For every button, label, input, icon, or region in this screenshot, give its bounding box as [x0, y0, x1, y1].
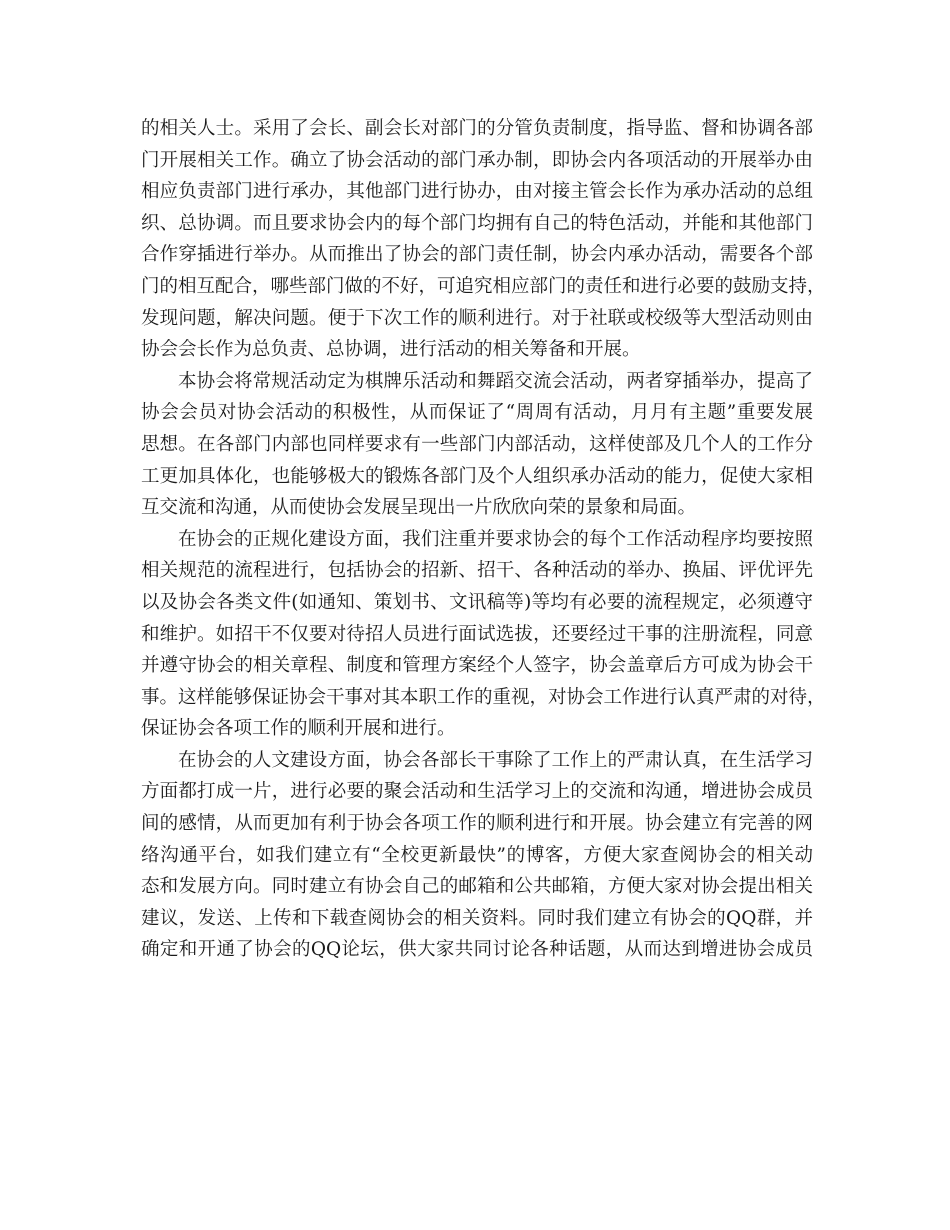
text-line: 互交流和沟通，从而使协会发展呈现出一片欣欣向荣的景象和局面。: [141, 497, 697, 519]
body-text: [141, 113, 826, 966]
text-line: 工更加具体化，也能够极大的锻炼各部门及个人组织承办活动的能力，促使大家相: [141, 465, 813, 487]
text-line: 协会会员对协会活动的积极性，从而保证了“周周有活动，月月有主题”重要发展: [141, 402, 813, 424]
paragraph-first-line: 在协会的人文建设方面，协会各部长干事除了工作上的严肃认真，在生活学习: [178, 749, 813, 771]
paragraph-first-line: 在协会的正规化建设方面，我们注重并要求协会的每个工作活动程序均要按照: [178, 528, 813, 550]
text-line: 相关规范的流程进行，包括协会的招新、招干、各种活动的举办、换届、评优评先: [141, 560, 813, 582]
text-line: 保证协会各项工作的顺利开展和进行。: [141, 718, 456, 740]
text-line: 建议，发送、上传和下载查阅协会的相关资料。同时我们建立有协会的QQ群，并: [141, 907, 813, 929]
document-page: [141, 113, 826, 966]
text-line: 门开展相关工作。确立了协会活动的部门承办制，即协会内各项活动的开展举办由: [141, 149, 813, 171]
text-line: 思想。在各部门内部也同样要求有一些部门内部活动，这样使部及几个人的工作分: [141, 433, 813, 455]
text-line: 合作穿插进行举办。从而推出了协会的部门责任制，协会内承办活动，需要各个部: [141, 244, 813, 266]
text-line: 间的感情，从而更加有利于协会各项工作的顺利进行和开展。协会建立有完善的网: [141, 813, 813, 835]
text-line: 门的相互配合，哪些部门做的不好，可追究相应部门的责任和进行必要的鼓励支持，: [141, 275, 826, 297]
text-line: 方面都打成一片，进行必要的聚会活动和生活学习上的交流和沟通，增进协会成员: [141, 781, 813, 803]
text-line: 络沟通平台，如我们建立有“全校更新最快”的博客，方便大家查阅协会的相关动: [141, 844, 813, 866]
text-line: 并遵守协会的相关章程、制度和管理方案经个人签字，协会盖章后方可成为协会干: [141, 655, 813, 677]
paragraph-first-line: 本协会将常规活动定为棋牌乐活动和舞蹈交流会活动，两者穿插举办，提高了: [178, 370, 813, 392]
text-line: 态和发展方向。同时建立有协会自己的邮箱和公共邮箱，方便大家对协会提出相关: [141, 876, 813, 898]
text-line: 确定和开通了协会的QQ论坛，供大家共同讨论各种话题，从而达到增进协会成员: [141, 939, 813, 961]
text-line: 以及协会各类文件(如通知、策划书、文讯稿等)等均有必要的流程规定，必须遵守: [141, 591, 813, 613]
text-line: 发现问题，解决问题。便于下次工作的顺利进行。对于社联或校级等大型活动则由: [141, 307, 813, 329]
text-line: 事。这样能够保证协会干事对其本职工作的重视，对协会工作进行认真严肃的对待，: [141, 686, 826, 708]
text-line: 协会会长作为总负责、总协调，进行活动的相关筹备和开展。: [141, 339, 641, 361]
text-line: 和维护。如招干不仅要对待招人员进行面试选拔，还要经过干事的注册流程，同意: [141, 623, 813, 645]
text-line: 的相关人士。采用了会长、副会长对部门的分管负责制度，指导监、督和协调各部: [141, 118, 813, 139]
text-line: 相应负责部门进行承办，其他部门进行协办，由对接主管会长作为承办活动的总组: [141, 181, 813, 203]
text-line: 织、总协调。而且要求协会内的每个部门均拥有自己的特色活动，并能和其他部门: [141, 212, 813, 234]
